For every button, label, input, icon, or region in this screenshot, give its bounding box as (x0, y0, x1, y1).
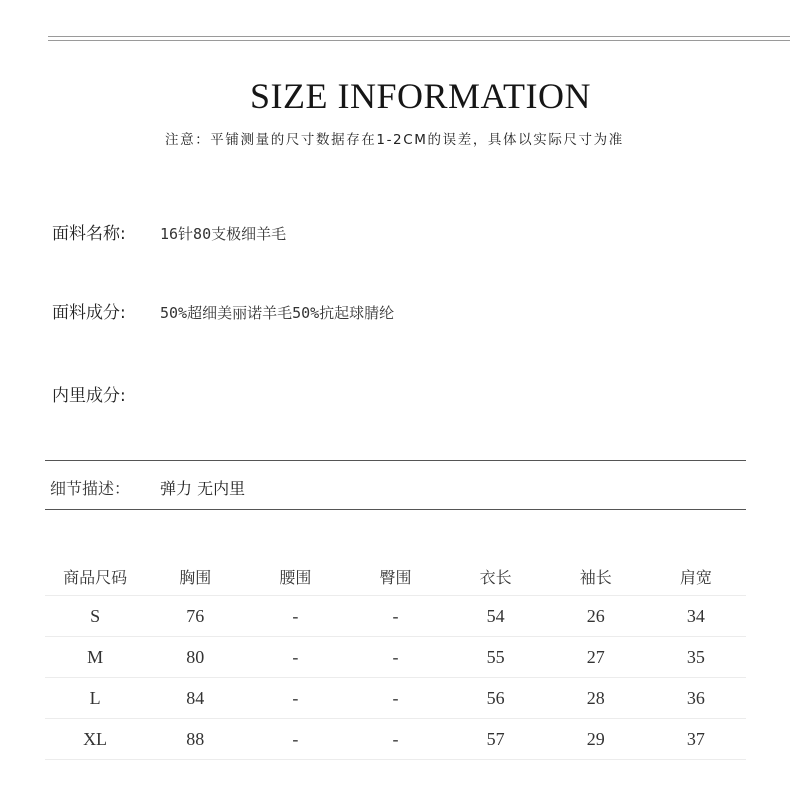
details-row (50, 476, 245, 499)
header-length: 衣长 (479, 567, 512, 587)
fabric-composition-row (52, 298, 394, 323)
cell-hip: - (345, 637, 445, 678)
cell-hip: - (345, 719, 445, 760)
details-bottom-divider (45, 509, 746, 510)
table-row (45, 596, 746, 637)
table-row (45, 719, 746, 760)
table-row (45, 637, 746, 678)
size-table (45, 557, 746, 760)
cell-waist: - (245, 719, 345, 760)
cell-chest: 80 (145, 637, 245, 678)
cell-chest: 84 (145, 678, 245, 719)
cell-size: L (45, 678, 145, 719)
header-shoulder: 肩宽 (679, 567, 712, 587)
top-divider-2 (48, 40, 790, 41)
lining-composition-label: 内里成分: (52, 386, 126, 406)
cell-hip: - (345, 596, 445, 637)
cell-size: S (45, 596, 145, 637)
cell-length: 56 (446, 678, 546, 719)
lining-composition-row (52, 381, 160, 406)
cell-hip: - (345, 678, 445, 719)
cell-size: XL (45, 719, 145, 760)
page-title: SIZE INFORMATION (250, 76, 591, 116)
size-table-header (45, 557, 746, 596)
fabric-composition-value: 50%超细美丽诺羊毛50%抗起球腈纶 (160, 304, 395, 322)
details-value: 弹力 无内里 (160, 479, 246, 498)
cell-shoulder: 34 (646, 596, 746, 637)
cell-chest: 76 (145, 596, 245, 637)
details-label: 细节描述： (50, 479, 131, 498)
cell-waist: - (245, 637, 345, 678)
cell-shoulder: 36 (646, 678, 746, 719)
header-hip: 臀围 (379, 567, 412, 587)
measurement-note: 注意：平铺测量的尺寸数据存在1-2CM的误差，具体以实际尺寸为准 (165, 132, 624, 148)
cell-sleeve: 27 (546, 637, 646, 678)
cell-length: 55 (446, 637, 546, 678)
cell-length: 54 (446, 596, 546, 637)
header-sleeve: 袖长 (579, 567, 612, 587)
top-divider-1 (48, 36, 790, 37)
cell-sleeve: 29 (546, 719, 646, 760)
cell-size: M (45, 637, 145, 678)
fabric-name-row (52, 219, 286, 244)
fabric-name-label: 面料名称: (52, 224, 126, 244)
cell-sleeve: 26 (546, 596, 646, 637)
fabric-name-value: 16针80支极细羊毛 (160, 225, 287, 243)
cell-shoulder: 37 (646, 719, 746, 760)
cell-length: 57 (446, 719, 546, 760)
cell-waist: - (245, 678, 345, 719)
fabric-composition-label: 面料成分: (52, 303, 126, 323)
header-chest: 胸围 (179, 567, 212, 587)
details-top-divider (45, 460, 746, 461)
header-size: 商品尺码 (63, 567, 128, 587)
cell-shoulder: 35 (646, 637, 746, 678)
cell-chest: 88 (145, 719, 245, 760)
cell-sleeve: 28 (546, 678, 646, 719)
table-row (45, 678, 746, 719)
header-waist: 腰围 (279, 567, 312, 587)
cell-waist: - (245, 596, 345, 637)
